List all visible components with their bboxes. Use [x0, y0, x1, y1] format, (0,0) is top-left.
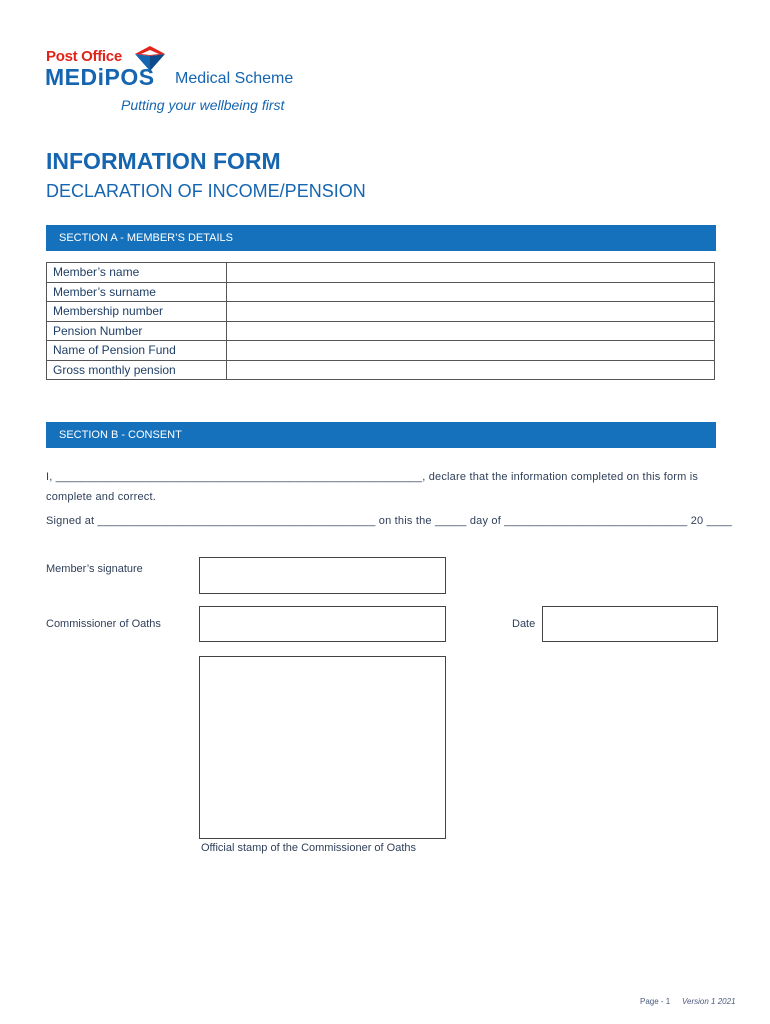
- stamp-caption: Official stamp of the Commissioner of Oaths: [201, 842, 416, 854]
- signed-at-line[interactable]: Signed at ____________________________________________ on this the _____ day of _____________________________ 20 ____: [46, 515, 732, 527]
- table-row: [47, 360, 715, 380]
- date-box[interactable]: [542, 606, 718, 642]
- declaration-line[interactable]: I, __________________________________________________________, declare that the information completed on this form is: [46, 471, 699, 483]
- table-row: [47, 263, 715, 283]
- form-subtitle: DECLARATION OF INCOME/PENSION: [46, 181, 366, 201]
- commissioner-signature-box[interactable]: [199, 606, 446, 642]
- logo-medipos: MEDiPOS: [45, 64, 155, 90]
- member-name-label: Member’s name: [47, 263, 227, 283]
- member-name-field[interactable]: [227, 263, 715, 283]
- gross-pension-label: Gross monthly pension: [47, 360, 227, 380]
- membership-number-field[interactable]: [227, 302, 715, 322]
- member-signature-label: Member’s signature: [46, 563, 143, 575]
- pension-fund-label: Name of Pension Fund: [47, 341, 227, 361]
- member-surname-field[interactable]: [227, 282, 715, 302]
- table-row: [47, 341, 715, 361]
- table-row: [47, 302, 715, 322]
- member-signature-box[interactable]: [199, 557, 446, 594]
- member-details-table: [46, 262, 715, 380]
- page-number: Page - 1: [640, 997, 671, 1006]
- declaration-line-continued: complete and correct.: [46, 491, 156, 503]
- logo-post-office: Post Office: [46, 48, 122, 65]
- section-b-heading: SECTION B - CONSENT: [46, 422, 716, 448]
- pension-fund-field[interactable]: [227, 341, 715, 361]
- table-row: [47, 282, 715, 302]
- membership-number-label: Membership number: [47, 302, 227, 322]
- pension-number-field[interactable]: [227, 321, 715, 341]
- commissioner-label: Commissioner of Oaths: [46, 618, 161, 630]
- member-surname-label: Member’s surname: [47, 282, 227, 302]
- date-label: Date: [512, 618, 536, 630]
- form-title: INFORMATION FORM: [46, 148, 281, 174]
- pension-number-label: Pension Number: [47, 321, 227, 341]
- gross-pension-field[interactable]: [227, 360, 715, 380]
- table-row: [47, 321, 715, 341]
- section-a-heading: SECTION A - MEMBER’S DETAILS: [46, 225, 716, 251]
- logo-medical-scheme: Medical Scheme: [175, 70, 294, 87]
- version-label: Version 1 2021: [682, 997, 736, 1006]
- logo-tagline: Putting your wellbeing first: [121, 97, 285, 113]
- official-stamp-box[interactable]: [199, 656, 446, 839]
